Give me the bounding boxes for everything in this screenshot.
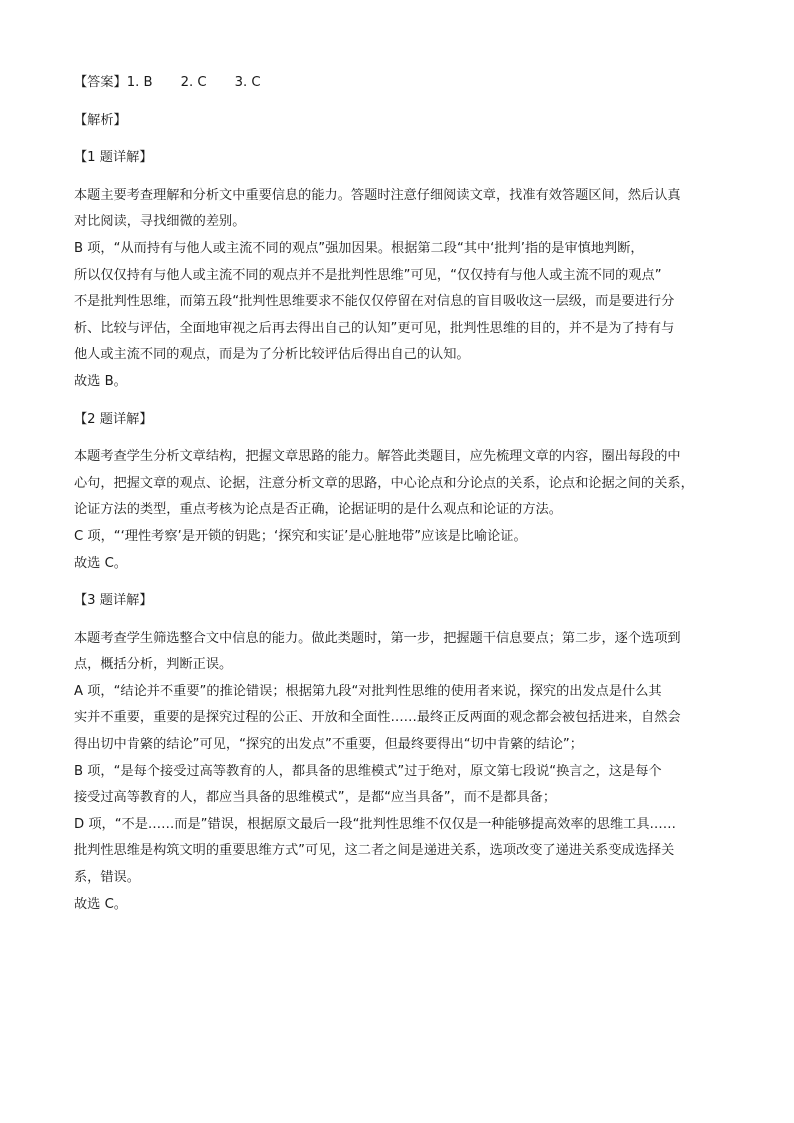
answer-item-1: 1. B: [126, 75, 153, 90]
section-2-line-1: 本题考查学生分析文章结构，把握文章思路的能力。解答此类题目，应先梳理文章的内容，圈出每段的中: [74, 449, 681, 465]
section-1-line-5: 不是批判性思维，而第五段“批判性思维要求不能仅仅停留在对信息的盲目吸收这一层级，而是要进行分: [74, 294, 675, 310]
section-3-line-9: 批判性思维是构筑文明的重要思维方式”可见，这二者之间是递进关系，选项改变了递进关系变成选择关: [74, 843, 675, 859]
section-1-heading: 【1 题详解】: [74, 150, 153, 166]
section-2-heading: 【2 题详解】: [74, 411, 153, 427]
section-3-line-5: 得出切中肯綮的结论”可见，“探究的出发点”不重要，但最终要得出“切中肯綮的结论”；: [74, 737, 583, 753]
section-1-conclusion: 故选 B。: [74, 373, 127, 389]
section-2-line-4: C 项，“‘理性考察’是开锁的钥匙；‘探究和实证’是心脏地带”应该是比喻论证。: [74, 528, 527, 544]
section-3-line-4: 实并不重要，重要的是探究过程的公正、开放和全面性……最终正反两面的观念都会被包括进来，自然会: [74, 710, 681, 726]
section-1-line-3: B 项，“从而持有与他人或主流不同的观点”强加因果。根据第二段“其中‘批判’指的是审慎地判断，: [74, 240, 644, 256]
section-2-line-3: 论证方法的类型，重点考核为论点是否正确，论据证明的是什么观点和论证的方法。: [74, 502, 562, 518]
section-3-line-8: D 项，“不是……而是”错误，根据原文最后一段“批判性思维不仅仅是一种能够提高效率的思维工具……: [74, 816, 676, 832]
answer-item-2: 2. C: [180, 75, 207, 90]
answer-label: 【答案】: [74, 75, 127, 90]
section-1-line-6: 析、比较与评估，全面地审视之后再去得出自己的认知”更可见，批判性思维的目的，并不是为了持有与: [74, 320, 675, 336]
section-3-line-7: 接受过高等教育的人，都应当具备的思维模式”，是都“应当具备”，而不是都具备；: [74, 790, 557, 806]
section-2-conclusion: 故选 C。: [74, 555, 127, 571]
answer-line: [74, 70, 724, 97]
section-3-line-2: 点，概括分析，判断正误。: [74, 657, 233, 673]
section-2-line-2: 心句，把握文章的观点、论据，注意分析文章的思路，中心论点和分论点的关系，论点和论据之间的关系，: [74, 475, 694, 491]
section-1-line-4: 所以仅仅持有与他人或主流不同的观点并不是批判性思维”可见，“仅仅持有与他人或主流不同的观点”: [74, 267, 662, 283]
section-1-line-7: 他人或主流不同的观点，而是为了分析比较评估后得出自己的认知。: [74, 347, 470, 363]
section-1-line-1: 本题主要考查理解和分析文中重要信息的能力。答题时注意仔细阅读文章，找准有效答题区间，然后认真: [74, 187, 681, 203]
section-1-line-2: 对比阅读，寻找细微的差别。: [74, 214, 246, 230]
section-3-line-1: 本题考查学生筛选整合文中信息的能力。做此类题时，第一步，把握题干信息要点；第二步，逐个选项到: [74, 630, 681, 646]
analysis-label: 【解析】: [74, 112, 127, 128]
section-3-line-6: B 项，“是每个接受过高等教育的人，都具备的思维模式”过于绝对，原文第七段说“换言之，这是每个: [74, 763, 662, 779]
answer-item-3: 3. C: [234, 75, 261, 90]
section-3-line-10: 系，错误。: [74, 870, 140, 886]
section-3-heading: 【3 题详解】: [74, 593, 153, 609]
section-3-line-3: A 项，“结论并不重要”的推论错误；根据第九段“对批判性思维的使用者来说，探究的出发点是什么其: [74, 683, 662, 699]
document-page: [74, 70, 724, 918]
section-3-conclusion: 故选 C。: [74, 896, 127, 912]
